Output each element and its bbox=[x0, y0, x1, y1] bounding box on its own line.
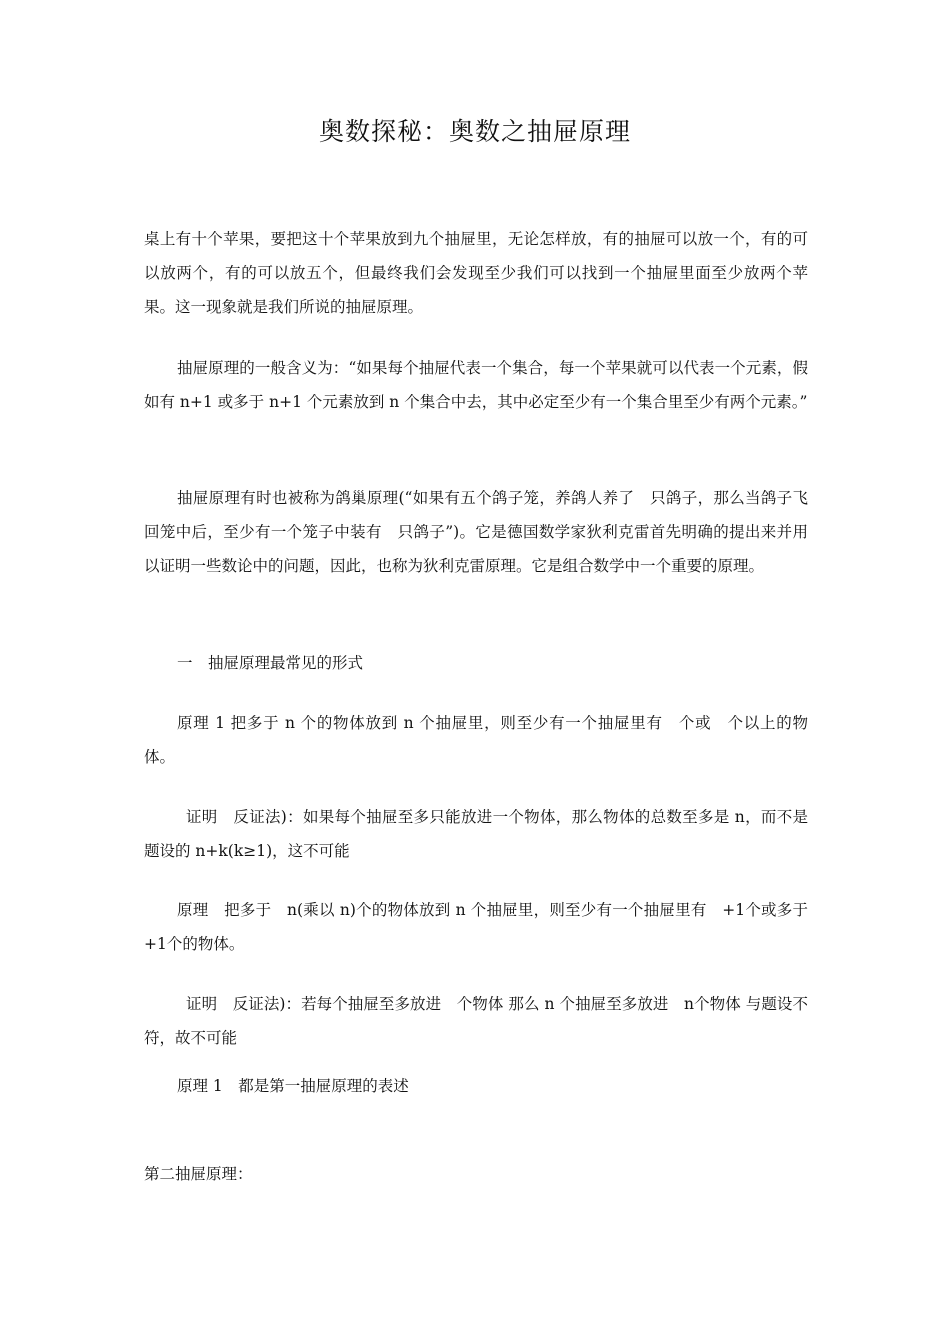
paragraph-principle-2: 原理 把多于 n(乘以 n)个的物体放到 n 个抽屉里，则至少有一个抽屉里有 +1个或多于 +1个的物体。 bbox=[144, 901, 824, 953]
paragraph-general-meaning: 抽屉原理的一般含义为：“如果每个抽屉代表一个集合，每一个苹果就可以代表一个元素，假如有 n+1 或多于 n+1 个元素放到 n 个集合中去，其中必定至少有一个集合里至少有两个元素。” bbox=[144, 359, 808, 411]
document-title: 奥数探秘：奥数之抽屉原理 bbox=[318, 117, 631, 146]
paragraph-proof-1: 证明 反证法)：如果每个抽屉至多只能放进一个物体，那么物体的总数至多是 n，而不是题设的 n+k(k≥1)，这不可能 bbox=[144, 808, 808, 860]
paragraph-principle-1: 原理 1 把多于 n 个的物体放到 n 个抽屉里，则至少有一个抽屉里有 个或 个以上的物体。 bbox=[144, 714, 808, 766]
paragraph-proof-2: 证明 反证法)：若每个抽屉至多放进 个物体 那么 n 个抽屉至多放进 n个物体 与题设不符，故不可能 bbox=[144, 995, 808, 1047]
section-heading-common-forms: 一 抽屉原理最常见的形式 bbox=[177, 654, 364, 672]
section-heading-second-principle: 第二抽屉原理： bbox=[144, 1165, 253, 1183]
paragraph-intro: 桌上有十个苹果，要把这十个苹果放到九个抽屉里，无论怎样放，有的抽屉可以放一个，有的可以放两个，有的可以放五个，但最终我们会发现至少我们可以找到一个抽屉里面至少放两个苹果。这一现象就是我们所说的抽屉原理。 bbox=[144, 230, 808, 316]
paragraph-principle-summary: 原理 1 都是第一抽屉原理的表述 bbox=[177, 1077, 409, 1095]
paragraph-pigeonhole: 抽屉原理有时也被称为鸽巢原理(“如果有五个鸽子笼，养鸽人养了 只鸽子，那么当鸽子飞回笼中后，至少有一个笼子中装有 只鸽子”)。它是德国数学家狄利克雷首先明确的提出来并用以证明一些数论中的问题，因此，也称为狄利克雷原理。它是组合数学中一个重要的原理。 bbox=[144, 489, 808, 575]
